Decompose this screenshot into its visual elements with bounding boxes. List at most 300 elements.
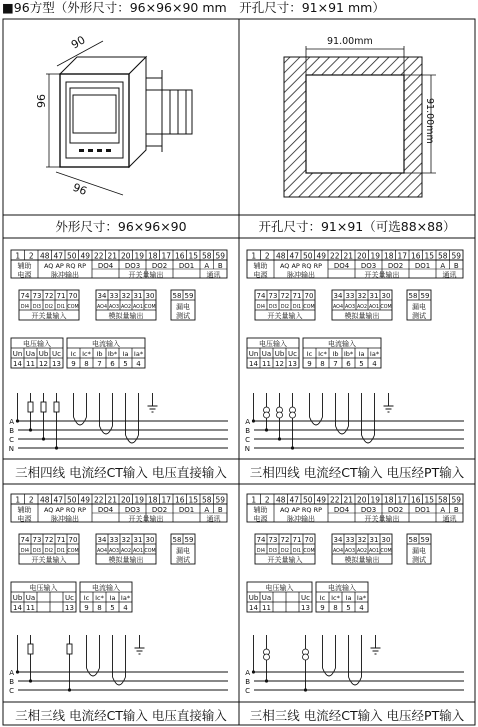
phase-label: A: [245, 669, 250, 677]
di-number: 74: [256, 536, 266, 544]
di-code: DI2: [280, 549, 290, 554]
power-label: 电源: [17, 515, 32, 523]
current-terminal: Ia: [122, 350, 129, 358]
pt-coil: [290, 412, 296, 418]
comm-b-label: B: [453, 262, 459, 270]
do4-label: DO4: [333, 262, 350, 270]
current-terminal-number: 4: [136, 360, 141, 368]
junction-dot: [278, 437, 281, 440]
do2-label: DO2: [151, 506, 168, 514]
current-terminal-number: 5: [346, 604, 351, 612]
ao-code: AO3: [108, 305, 120, 310]
pulse-codes: AQ AP RQ RP: [43, 262, 87, 270]
voltage-input-label: 电压输入: [259, 340, 287, 348]
terminal-number: 50: [66, 251, 77, 261]
ao-number: 32: [357, 292, 367, 300]
di-number: 70: [68, 292, 78, 300]
ao-code: AO1: [132, 305, 144, 310]
fuse: [54, 402, 59, 412]
ao-number: 31: [133, 292, 143, 300]
terminal-number: 18: [147, 251, 158, 261]
terminal-number: 22: [329, 251, 340, 261]
terminal-number: 17: [161, 251, 172, 261]
terminal-number: 20: [120, 495, 131, 505]
do1-label: DO1: [414, 506, 431, 514]
terminal-number: 1: [251, 495, 257, 505]
terminal-number: 59: [215, 251, 226, 261]
ao-code: AO1: [368, 305, 380, 310]
voltage-terminal: Ub: [248, 594, 259, 602]
voltage-terminal-number: 13: [65, 604, 74, 612]
current-terminal-number: 5: [359, 360, 364, 368]
current-terminal-number: 4: [359, 604, 364, 612]
ao-number: 33: [109, 292, 119, 300]
ao-code: AO2: [120, 305, 132, 310]
di-code: DI1: [292, 305, 302, 310]
voltage-terminal: Ua: [25, 594, 36, 602]
ao-number: 33: [345, 292, 355, 300]
ao-code: AO4: [96, 305, 108, 310]
current-terminal-number: 8: [97, 604, 102, 612]
current-terminal-number: 7: [333, 360, 338, 368]
phase-label: C: [9, 436, 14, 444]
pulse-codes: AQ AP RQ RP: [279, 262, 323, 270]
phase-label: C: [9, 687, 14, 695]
leak-number: 59: [420, 536, 430, 544]
di-code: DI1: [292, 549, 302, 554]
junction-dot: [55, 446, 58, 449]
terminal-number: 1: [15, 251, 21, 261]
do2-label: DO2: [387, 506, 404, 514]
junction-dot: [16, 670, 19, 673]
terminal-number: 20: [356, 495, 367, 505]
di-number: 70: [68, 536, 78, 544]
aux-label: 辅助: [253, 506, 268, 514]
current-terminal: Ib*: [343, 350, 354, 358]
width-dim-label: 96: [70, 180, 89, 199]
current-terminal: Ib: [332, 350, 339, 358]
phase-label: B: [9, 427, 14, 435]
terminal-number: 59: [451, 495, 462, 505]
di-number: 74: [256, 292, 266, 300]
current-terminal-number: 8: [333, 604, 338, 612]
voltage-terminal-number: 11: [262, 360, 271, 368]
pulse-codes: AQ AP RQ RP: [43, 506, 87, 514]
current-terminal: Ia*: [356, 594, 367, 602]
page-title: ■96方型（外形尺寸：96×96×90 mm 开孔尺寸：91×91 mm）: [2, 0, 385, 15]
ao-number: 34: [333, 536, 343, 544]
current-input-label: 电流输入: [92, 340, 120, 348]
terminal-number: 58: [437, 251, 448, 261]
do1-label: DO1: [178, 506, 195, 514]
pulse-label: 脉冲输出: [51, 271, 79, 279]
ao-code: AO4: [332, 305, 344, 310]
terminal-number: 22: [93, 251, 104, 261]
ao-label: 模拟量输出: [108, 312, 144, 320]
di-number: 71: [292, 536, 302, 544]
phase-label: N: [244, 445, 250, 453]
ao-number: 30: [381, 292, 391, 300]
junction-dot: [42, 437, 45, 440]
do4-label: DO4: [333, 506, 350, 514]
terminal-number: 47: [289, 495, 300, 505]
power-label: 电源: [17, 271, 32, 279]
phase-label: A: [9, 418, 14, 426]
voltage-terminal: Uc: [65, 594, 74, 602]
di-number: 71: [292, 292, 302, 300]
leak-number: 59: [184, 292, 194, 300]
ao-label: 模拟量输出: [344, 312, 380, 320]
ao-code: AO3: [108, 549, 120, 554]
pt-coil: [264, 412, 270, 418]
di-code: COM: [303, 549, 315, 554]
terminal-number: 19: [134, 251, 145, 261]
current-terminal: Ib: [96, 350, 103, 358]
leak-label: 漏电: [176, 303, 190, 311]
junction-dot: [68, 688, 71, 691]
voltage-terminal: Uc: [288, 350, 297, 358]
diagram1-caption: 三相四线 电流经CT输入 电压直接输入: [15, 465, 227, 480]
switch-out-label: 开关量输出: [364, 515, 400, 523]
ao-code: AO2: [120, 549, 132, 554]
pulse-label: 脉冲输出: [287, 271, 315, 279]
ao-code: AO3: [344, 305, 356, 310]
voltage-terminal: Ua: [261, 594, 272, 602]
ao-number: 32: [121, 292, 131, 300]
terminal-number: 17: [161, 495, 172, 505]
comm-b-label: B: [217, 262, 223, 270]
current-terminal-number: 4: [123, 604, 128, 612]
terminal-number: 58: [201, 495, 212, 505]
di-label: 开关量输入: [267, 556, 303, 564]
phase-label: A: [9, 669, 14, 677]
fuse: [41, 402, 46, 412]
di-code: DI3: [268, 305, 278, 310]
terminal-number: 15: [188, 495, 199, 505]
current-terminal: Ic*: [318, 350, 327, 358]
leak-number: 59: [184, 536, 194, 544]
junction-dot: [29, 428, 32, 431]
voltage-input-label: 电压输入: [23, 340, 51, 348]
di-number: 73: [268, 536, 278, 544]
leak-label: 漏电: [176, 547, 190, 555]
ao-number: 30: [145, 292, 155, 300]
wiring-diagram-4wire-direct: [9, 250, 228, 453]
di-code: DI2: [44, 549, 54, 554]
voltage-terminal-number: 12: [275, 360, 284, 368]
current-input-label: 电流输入: [328, 340, 356, 348]
phase-label: B: [9, 678, 14, 686]
fuse: [28, 402, 33, 412]
terminal-number: 17: [397, 495, 408, 505]
di-code: DI3: [32, 305, 42, 310]
phase-label: A: [245, 418, 250, 426]
terminal-number: 21: [107, 251, 118, 261]
di-code: COM: [303, 305, 315, 310]
current-terminal-number: 9: [71, 360, 76, 368]
voltage-terminal-number: 14: [249, 604, 258, 612]
di-code: DI4: [256, 305, 266, 310]
leak-label: 漏电: [412, 547, 426, 555]
leak-test-label: 测试: [176, 312, 190, 320]
terminal-number: 2: [264, 251, 270, 261]
ao-number: 32: [121, 536, 131, 544]
terminal-number: 20: [120, 251, 131, 261]
ao-code: AO1: [132, 549, 144, 554]
leak-number: 58: [172, 292, 182, 300]
di-number: 71: [56, 292, 66, 300]
terminal-number: 48: [39, 495, 50, 505]
terminal-number: 58: [437, 495, 448, 505]
current-terminal-number: 9: [307, 360, 312, 368]
current-terminal: Ia*: [120, 594, 131, 602]
voltage-terminal: Ub: [12, 594, 23, 602]
terminal-number: 50: [302, 495, 313, 505]
current-terminal-number: 5: [110, 604, 115, 612]
current-terminal: Ia: [109, 594, 116, 602]
terminal-number: 48: [275, 495, 286, 505]
terminal-number: 18: [383, 251, 394, 261]
do3-label: DO3: [124, 506, 141, 514]
di-code: DI1: [56, 305, 66, 310]
current-terminal-number: 8: [320, 360, 325, 368]
leak-number: 58: [172, 536, 182, 544]
terminal-number: 21: [343, 251, 354, 261]
di-code: DI2: [44, 305, 54, 310]
di-code: DI3: [268, 549, 278, 554]
pulse-label: 脉冲输出: [287, 515, 315, 523]
terminal-number: 21: [107, 495, 118, 505]
aux-label: 辅助: [253, 262, 268, 270]
di-code: COM: [67, 305, 79, 310]
voltage-terminal-number: 11: [26, 604, 35, 612]
cutout-drawing: [284, 46, 436, 197]
ao-number: 31: [133, 536, 143, 544]
voltage-terminal-number: 14: [249, 360, 258, 368]
pulse-codes: AQ AP RQ RP: [279, 506, 323, 514]
fuse: [28, 644, 33, 654]
terminal-number: 16: [410, 495, 421, 505]
di-number: 73: [32, 536, 42, 544]
terminal-number: 15: [424, 251, 435, 261]
do2-label: DO2: [151, 262, 168, 270]
phase-label: N: [8, 445, 14, 453]
ao-code: COM: [144, 549, 156, 554]
voltage-terminal: Un: [248, 350, 259, 358]
fuse: [67, 644, 72, 654]
aux-label: 辅助: [17, 262, 32, 270]
voltage-terminal: Ua: [261, 350, 272, 358]
terminal-number: 15: [188, 251, 199, 261]
terminal-number: 49: [80, 495, 91, 505]
di-label: 开关量输入: [31, 312, 67, 320]
comm-b-label: B: [453, 506, 459, 514]
wiring-diagram-3wire-direct: [9, 494, 228, 695]
di-number: 72: [280, 292, 290, 300]
ao-code: AO1: [368, 549, 380, 554]
di-code: DI1: [56, 549, 66, 554]
wiring-diagram-3wire-pt: [245, 494, 464, 695]
ao-code: AO3: [344, 549, 356, 554]
current-terminal-number: 6: [110, 360, 115, 368]
do4-label: DO4: [97, 506, 114, 514]
di-number: 72: [44, 536, 54, 544]
switch-out-label: 开关量输出: [364, 271, 400, 279]
phase-label: B: [245, 678, 250, 686]
cutout-height-label: 91.00mm: [424, 98, 435, 144]
ao-number: 33: [345, 536, 355, 544]
di-number: 72: [280, 536, 290, 544]
voltage-terminal-number: 13: [301, 604, 310, 612]
terminal-number: 59: [451, 251, 462, 261]
junction-dot: [29, 679, 32, 682]
do4-label: DO4: [97, 262, 114, 270]
ao-number: 31: [369, 536, 379, 544]
current-terminal: Ic: [319, 594, 326, 602]
terminal-number: 20: [356, 251, 367, 261]
voltage-terminal-number: 12: [39, 360, 48, 368]
ao-number: 32: [357, 536, 367, 544]
ao-code: COM: [380, 305, 392, 310]
di-code: DI4: [20, 305, 30, 310]
terminal-number: 47: [53, 251, 64, 261]
current-terminal: Ia: [345, 594, 352, 602]
comm-b-label: B: [217, 506, 223, 514]
di-label: 开关量输入: [31, 556, 67, 564]
terminal-number: 18: [147, 495, 158, 505]
height-dim-label: 96: [35, 94, 48, 108]
diagram3-caption: 三相三线 电流经CT输入 电压直接输入: [15, 708, 227, 723]
ao-number: 34: [97, 292, 107, 300]
phase-label: B: [245, 427, 250, 435]
di-number: 70: [304, 536, 314, 544]
terminal-number: 59: [215, 495, 226, 505]
current-terminal: Ic*: [95, 594, 104, 602]
di-number: 71: [56, 536, 66, 544]
junction-dot: [265, 679, 268, 682]
voltage-terminal: Ua: [25, 350, 36, 358]
ao-code: AO4: [332, 549, 344, 554]
terminal-number: 16: [410, 251, 421, 261]
junction-dot: [252, 670, 255, 673]
do1-label: DO1: [414, 262, 431, 270]
switch-out-label: 开关量输出: [128, 515, 164, 523]
terminal-number: 48: [39, 251, 50, 261]
pulse-label: 脉冲输出: [51, 515, 79, 523]
terminal-number: 58: [201, 251, 212, 261]
current-terminal-number: 7: [97, 360, 102, 368]
voltage-terminal-number: 13: [52, 360, 61, 368]
leak-test-label: 测试: [176, 556, 190, 564]
voltage-terminal-number: 11: [26, 360, 35, 368]
current-terminal: Ic*: [331, 594, 340, 602]
ao-code: AO4: [96, 549, 108, 554]
current-terminal: Ib*: [107, 350, 118, 358]
terminal-number: 47: [53, 495, 64, 505]
power-label: 电源: [253, 271, 268, 279]
phase-label: C: [245, 687, 250, 695]
ao-number: 31: [369, 292, 379, 300]
ao-code: AO2: [356, 549, 368, 554]
di-number: 74: [20, 536, 30, 544]
current-terminal: Ia: [358, 350, 365, 358]
terminal-number: 22: [329, 495, 340, 505]
current-terminal: Ic: [306, 350, 313, 358]
terminal-number: 17: [397, 251, 408, 261]
di-number: 72: [44, 292, 54, 300]
power-label: 电源: [253, 515, 268, 523]
ao-label: 模拟量输出: [344, 556, 380, 564]
do3-label: DO3: [124, 262, 141, 270]
terminal-number: 2: [28, 495, 34, 505]
comm-label: 通讯: [206, 515, 221, 523]
outline-drawing: [46, 41, 192, 195]
pt-coil: [277, 412, 283, 418]
terminal-number: 18: [383, 495, 394, 505]
di-code: COM: [67, 549, 79, 554]
di-number: 73: [32, 292, 42, 300]
ao-label: 模拟量输出: [108, 556, 144, 564]
aux-label: 辅助: [17, 506, 32, 514]
junction-dot: [265, 428, 268, 431]
pt-coil: [264, 654, 270, 660]
diagram4-caption: 三相三线 电流经CT输入 电压经PT输入: [249, 708, 465, 723]
terminal-number: 22: [93, 495, 104, 505]
phase-label: C: [245, 436, 250, 444]
junction-dot: [291, 446, 294, 449]
voltage-terminal: Ub: [274, 350, 285, 358]
terminal-number: 49: [316, 251, 327, 261]
voltage-input-label: 电压输入: [29, 584, 58, 592]
di-code: DI3: [32, 549, 42, 554]
ao-number: 30: [381, 536, 391, 544]
leak-number: 59: [420, 292, 430, 300]
comm-label: 通讯: [442, 515, 457, 523]
terminal-number: 50: [302, 251, 313, 261]
current-terminal: Ic: [83, 594, 90, 602]
current-input-label: 电流输入: [92, 584, 120, 592]
pt-coil: [303, 654, 309, 660]
current-input-label: 电流输入: [328, 584, 356, 592]
leak-number: 58: [408, 536, 418, 544]
current-terminal: Ic: [70, 350, 77, 358]
wiring-diagram-4wire-pt: [245, 250, 464, 453]
leak-number: 58: [408, 292, 418, 300]
do2-label: DO2: [387, 262, 404, 270]
voltage-terminal-number: 11: [262, 604, 271, 612]
voltage-terminal: Uc: [301, 594, 310, 602]
do1-label: DO1: [178, 262, 195, 270]
current-terminal: Ia*: [133, 350, 144, 358]
di-number: 73: [268, 292, 278, 300]
di-code: DI4: [256, 549, 266, 554]
cutout-width-label: 91.00mm: [327, 36, 373, 47]
voltage-terminal: Un: [12, 350, 23, 358]
terminal-number: 1: [15, 495, 21, 505]
comm-label: 通讯: [206, 271, 221, 279]
leak-test-label: 测试: [412, 556, 426, 564]
leak-label: 漏电: [412, 303, 426, 311]
di-number: 70: [304, 292, 314, 300]
current-terminal: Ic*: [82, 350, 91, 358]
junction-dot: [16, 419, 19, 422]
do3-label: DO3: [360, 506, 377, 514]
terminal-number: 49: [316, 495, 327, 505]
voltage-terminal: Ub: [38, 350, 49, 358]
terminal-number: 50: [66, 495, 77, 505]
ao-code: COM: [144, 305, 156, 310]
terminal-number: 49: [80, 251, 91, 261]
